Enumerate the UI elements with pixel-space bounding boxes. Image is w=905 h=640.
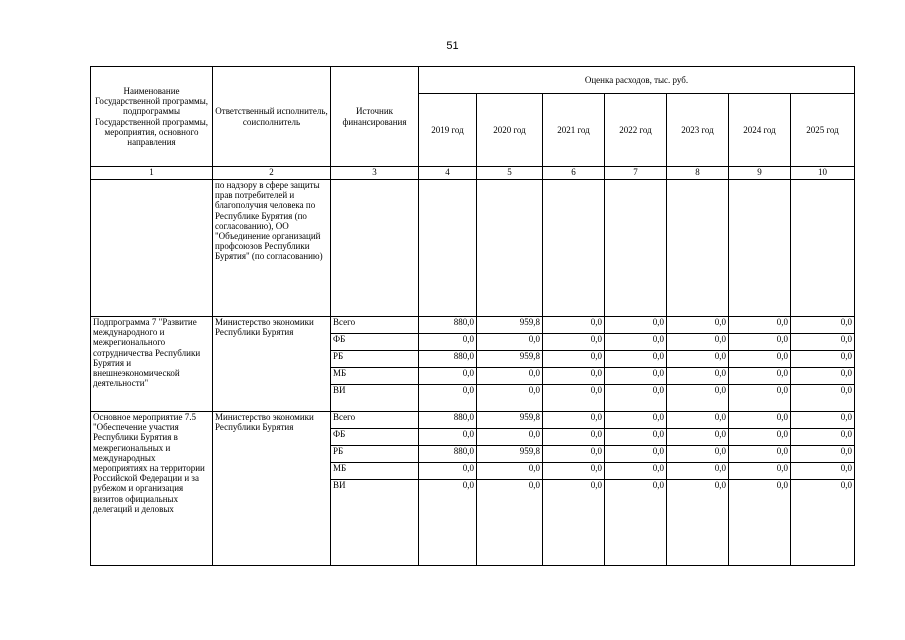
empty-cell <box>419 180 477 317</box>
funding-source: ФБ <box>331 334 419 351</box>
value-cell: 0,0 <box>667 334 729 351</box>
value-cell: 959,8 <box>477 317 543 334</box>
value-cell: 880,0 <box>419 317 477 334</box>
column-number: 10 <box>791 167 855 180</box>
value-cell: 0,0 <box>605 480 667 566</box>
column-number: 8 <box>667 167 729 180</box>
value-cell: 0,0 <box>791 429 855 446</box>
value-cell: 0,0 <box>667 368 729 385</box>
value-cell: 0,0 <box>543 446 605 463</box>
header-source: Источник финансирования <box>331 67 419 167</box>
value-cell: 0,0 <box>477 385 543 412</box>
empty-cell <box>729 180 791 317</box>
value-cell: 0,0 <box>791 385 855 412</box>
header-year: 2024 год <box>729 94 791 167</box>
value-cell: 0,0 <box>543 385 605 412</box>
value-cell: 0,0 <box>605 334 667 351</box>
budget-table <box>90 66 855 566</box>
column-number: 7 <box>605 167 667 180</box>
value-cell: 880,0 <box>419 412 477 429</box>
column-number: 9 <box>729 167 791 180</box>
executor-name: Министерство экономики Республики Бурятия <box>213 412 331 566</box>
value-cell: 0,0 <box>543 368 605 385</box>
value-cell: 0,0 <box>605 351 667 368</box>
value-cell: 0,0 <box>477 429 543 446</box>
header-executor: Ответственный исполнитель, соисполнитель <box>213 67 331 167</box>
value-cell: 0,0 <box>543 412 605 429</box>
value-cell: 0,0 <box>729 334 791 351</box>
empty-cell <box>667 180 729 317</box>
value-cell: 0,0 <box>729 368 791 385</box>
value-cell: 0,0 <box>419 385 477 412</box>
value-cell: 0,0 <box>419 480 477 566</box>
value-cell: 0,0 <box>543 351 605 368</box>
value-cell: 0,0 <box>667 385 729 412</box>
header-year: 2019 год <box>419 94 477 167</box>
header-row-top <box>91 67 855 94</box>
value-cell: 0,0 <box>605 429 667 446</box>
value-cell: 0,0 <box>605 317 667 334</box>
value-cell: 0,0 <box>729 463 791 480</box>
continuation-executor: по надзору в сфере защиты прав потребителей и благополучия человека по Республике Бурятия (по согласованию), ОО "Объединение организаций профсоюзов Республики Бурятия" (по согласованию) <box>213 180 331 317</box>
value-cell: 0,0 <box>605 463 667 480</box>
value-cell: 0,0 <box>477 334 543 351</box>
value-cell: 959,8 <box>477 412 543 429</box>
value-cell: 0,0 <box>605 385 667 412</box>
value-cell: 0,0 <box>791 351 855 368</box>
empty-cell <box>543 180 605 317</box>
funding-source: МБ <box>331 368 419 385</box>
continuation-row <box>91 180 855 317</box>
value-cell: 0,0 <box>791 334 855 351</box>
column-number: 3 <box>331 167 419 180</box>
column-number: 5 <box>477 167 543 180</box>
header-name: Наименование Государственной программы, подпрограммы Государственной программы, мероприятия, основного направления <box>91 67 213 167</box>
header-year: 2020 год <box>477 94 543 167</box>
page-number: 51 <box>446 40 459 52</box>
value-cell: 880,0 <box>419 351 477 368</box>
value-cell: 0,0 <box>543 334 605 351</box>
header-year: 2025 год <box>791 94 855 167</box>
value-cell: 0,0 <box>791 412 855 429</box>
funding-source: ВИ <box>331 480 419 566</box>
value-cell: 0,0 <box>729 480 791 566</box>
value-cell: 0,0 <box>419 429 477 446</box>
value-cell: 880,0 <box>419 446 477 463</box>
empty-cell <box>477 180 543 317</box>
continuation-name-cell <box>91 180 213 317</box>
value-cell: 0,0 <box>477 480 543 566</box>
value-cell: 0,0 <box>667 446 729 463</box>
value-cell: 0,0 <box>729 446 791 463</box>
value-cell: 0,0 <box>543 429 605 446</box>
funding-source: РБ <box>331 446 419 463</box>
value-cell: 0,0 <box>791 446 855 463</box>
value-cell: 0,0 <box>667 351 729 368</box>
value-cell: 0,0 <box>605 412 667 429</box>
column-number: 6 <box>543 167 605 180</box>
funding-source: РБ <box>331 351 419 368</box>
value-cell: 959,8 <box>477 351 543 368</box>
empty-cell <box>331 180 419 317</box>
value-cell: 0,0 <box>729 385 791 412</box>
value-cell: 0,0 <box>477 463 543 480</box>
value-cell: 0,0 <box>667 412 729 429</box>
value-cell: 0,0 <box>667 429 729 446</box>
program-name: Подпрограмма 7 "Развитие международного и межрегионального сотрудничества Республики Бурятия и внешнеэкономической деятельности" <box>91 317 213 412</box>
value-cell: 0,0 <box>667 480 729 566</box>
header-year: 2021 год <box>543 94 605 167</box>
funding-source: Всего <box>331 412 419 429</box>
value-cell: 0,0 <box>667 463 729 480</box>
value-cell: 0,0 <box>729 351 791 368</box>
funding-source: МБ <box>331 463 419 480</box>
value-cell: 0,0 <box>729 429 791 446</box>
value-cell: 959,8 <box>477 446 543 463</box>
header-year: 2022 год <box>605 94 667 167</box>
empty-cell <box>605 180 667 317</box>
value-cell: 0,0 <box>729 317 791 334</box>
value-cell: 0,0 <box>419 368 477 385</box>
funding-source: ВИ <box>331 385 419 412</box>
column-number: 2 <box>213 167 331 180</box>
value-cell: 0,0 <box>791 317 855 334</box>
table-row <box>91 317 855 334</box>
funding-source: ФБ <box>331 429 419 446</box>
value-cell: 0,0 <box>791 480 855 566</box>
empty-cell <box>791 180 855 317</box>
value-cell: 0,0 <box>543 317 605 334</box>
value-cell: 0,0 <box>605 446 667 463</box>
column-number-row <box>91 167 855 180</box>
header-year: 2023 год <box>667 94 729 167</box>
header-expenses: Оценка расходов, тыс. руб. <box>419 67 855 94</box>
value-cell: 0,0 <box>419 463 477 480</box>
column-number: 1 <box>91 167 213 180</box>
table-row <box>91 412 855 429</box>
value-cell: 0,0 <box>791 368 855 385</box>
value-cell: 0,0 <box>791 463 855 480</box>
program-name: Основное мероприятие 7.5 "Обеспечение участия Республики Бурятия в межрегиональных и международных мероприятиях на территории Российской Федерации и за рубежом и организация визитов официальных делегаций и деловых <box>91 412 213 566</box>
column-number: 4 <box>419 167 477 180</box>
value-cell: 0,0 <box>729 412 791 429</box>
value-cell: 0,0 <box>543 480 605 566</box>
value-cell: 0,0 <box>477 368 543 385</box>
value-cell: 0,0 <box>419 334 477 351</box>
executor-name: Министерство экономики Республики Бурятия <box>213 317 331 412</box>
value-cell: 0,0 <box>605 368 667 385</box>
funding-source: Всего <box>331 317 419 334</box>
value-cell: 0,0 <box>667 317 729 334</box>
value-cell: 0,0 <box>543 463 605 480</box>
